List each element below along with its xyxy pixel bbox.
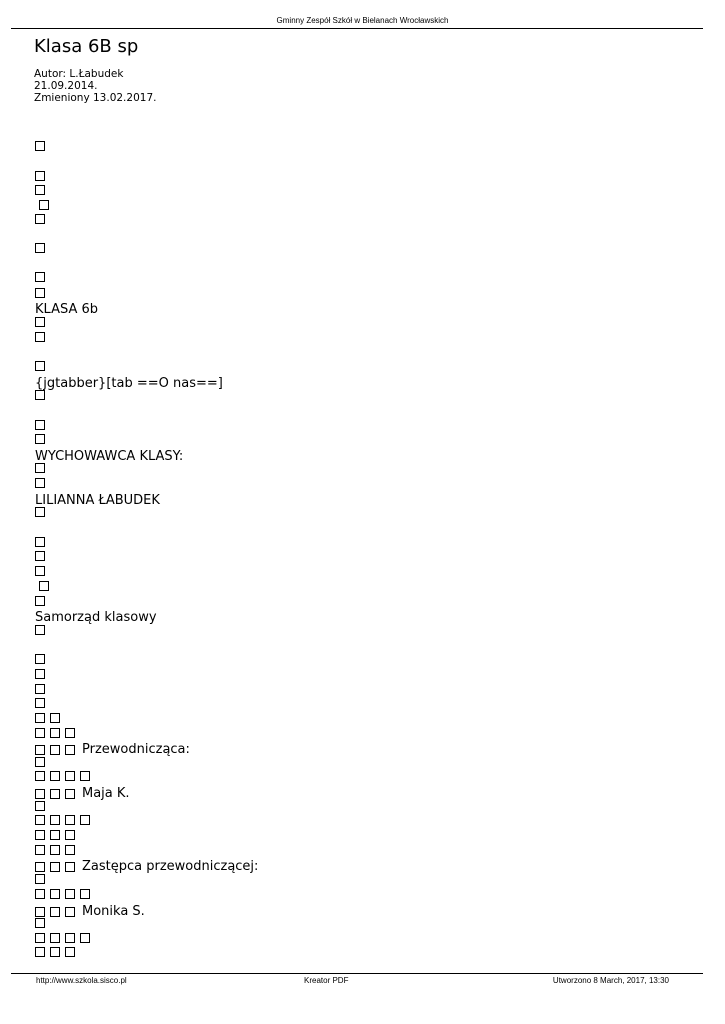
placeholder-line xyxy=(35,434,49,444)
missing-glyph-box-icon xyxy=(39,200,49,210)
missing-glyph-box-icon xyxy=(35,141,45,151)
missing-glyph-box-icon xyxy=(35,698,45,708)
header-rule xyxy=(11,28,703,29)
missing-glyph-box-icon xyxy=(35,684,45,694)
line-text: Maja K. xyxy=(82,786,130,801)
missing-glyph-box-icon xyxy=(35,625,45,635)
missing-glyph-box-icon xyxy=(50,789,60,799)
missing-glyph-box-icon xyxy=(35,243,45,253)
placeholder-line xyxy=(35,654,49,664)
placeholder-line xyxy=(35,171,49,181)
placeholder-line xyxy=(35,478,49,488)
missing-glyph-box-icon xyxy=(50,745,60,755)
missing-glyph-box-icon xyxy=(50,933,60,943)
missing-glyph-box-icon xyxy=(39,581,49,591)
missing-glyph-box-icon xyxy=(35,390,45,400)
missing-glyph-box-icon xyxy=(50,830,60,840)
missing-glyph-box-icon xyxy=(50,889,60,899)
text-line xyxy=(35,904,145,919)
missing-glyph-box-icon xyxy=(65,745,75,755)
missing-glyph-box-icon xyxy=(50,815,60,825)
line-text: Samorząd klasowy xyxy=(35,610,157,625)
author-line: Autor: L.Łabudek xyxy=(34,68,124,80)
modified-date: Zmieniony 13.02.2017. xyxy=(34,92,157,104)
placeholder-line xyxy=(35,288,49,298)
missing-glyph-box-icon xyxy=(35,214,45,224)
missing-glyph-box-icon xyxy=(35,830,45,840)
missing-glyph-box-icon xyxy=(50,947,60,957)
placeholder-line xyxy=(35,845,79,855)
missing-glyph-box-icon xyxy=(35,463,45,473)
missing-glyph-box-icon xyxy=(35,478,45,488)
missing-glyph-box-icon xyxy=(50,728,60,738)
placeholder-line xyxy=(35,669,49,679)
missing-glyph-box-icon xyxy=(65,889,75,899)
missing-glyph-box-icon xyxy=(65,771,75,781)
missing-glyph-box-icon xyxy=(65,845,75,855)
missing-glyph-box-icon xyxy=(35,551,45,561)
placeholder-line xyxy=(35,801,49,811)
missing-glyph-box-icon xyxy=(35,288,45,298)
placeholder-line xyxy=(35,185,49,195)
placeholder-line xyxy=(35,420,49,430)
missing-glyph-box-icon xyxy=(80,889,90,899)
missing-glyph-box-icon xyxy=(35,361,45,371)
footer-generator: Kreator PDF xyxy=(304,976,349,985)
created-date: 21.09.2014. xyxy=(34,80,98,92)
missing-glyph-box-icon xyxy=(65,728,75,738)
missing-glyph-box-icon xyxy=(35,317,45,327)
missing-glyph-box-icon xyxy=(35,907,45,917)
text-line xyxy=(35,786,130,801)
placeholder-line xyxy=(35,566,49,576)
placeholder-line xyxy=(35,757,49,767)
missing-glyph-box-icon xyxy=(65,947,75,957)
missing-glyph-box-icon xyxy=(65,862,75,872)
missing-glyph-box-icon xyxy=(50,771,60,781)
missing-glyph-box-icon xyxy=(65,789,75,799)
placeholder-line xyxy=(35,889,94,899)
missing-glyph-box-icon xyxy=(80,815,90,825)
line-text: Przewodnicząca: xyxy=(82,742,190,757)
placeholder-line xyxy=(35,728,79,738)
placeholder-line xyxy=(35,551,49,561)
missing-glyph-box-icon xyxy=(50,713,60,723)
missing-glyph-box-icon xyxy=(65,933,75,943)
placeholder-line xyxy=(35,815,94,825)
text-line xyxy=(35,859,258,874)
missing-glyph-box-icon xyxy=(65,815,75,825)
missing-glyph-box-icon xyxy=(35,947,45,957)
text-line xyxy=(35,610,157,625)
missing-glyph-box-icon xyxy=(35,566,45,576)
placeholder-line xyxy=(35,141,49,151)
missing-glyph-box-icon xyxy=(50,862,60,872)
placeholder-line xyxy=(35,596,49,606)
missing-glyph-box-icon xyxy=(35,771,45,781)
line-text: KLASA 6b xyxy=(35,302,99,317)
missing-glyph-box-icon xyxy=(35,434,45,444)
missing-glyph-box-icon xyxy=(35,420,45,430)
text-line xyxy=(35,449,183,464)
placeholder-line xyxy=(35,243,49,253)
missing-glyph-box-icon xyxy=(35,933,45,943)
missing-glyph-box-icon xyxy=(35,745,45,755)
missing-glyph-box-icon xyxy=(35,654,45,664)
missing-glyph-box-icon xyxy=(35,874,45,884)
text-line xyxy=(35,376,223,391)
line-text: Monika S. xyxy=(82,904,145,919)
footer-rule xyxy=(11,973,703,974)
placeholder-line xyxy=(35,361,49,371)
missing-glyph-box-icon xyxy=(50,845,60,855)
placeholder-line xyxy=(35,463,49,473)
placeholder-line xyxy=(35,625,49,635)
footer-created: Utworzono 8 March, 2017, 13:30 xyxy=(552,976,669,985)
missing-glyph-box-icon xyxy=(35,815,45,825)
placeholder-line xyxy=(35,214,49,224)
missing-glyph-box-icon xyxy=(35,669,45,679)
missing-glyph-box-icon xyxy=(35,537,45,547)
placeholder-line xyxy=(35,272,49,282)
line-text: Zastępca przewodniczącej: xyxy=(82,859,259,874)
placeholder-line xyxy=(35,947,79,957)
placeholder-line xyxy=(35,713,64,723)
placeholder-line xyxy=(35,933,94,943)
missing-glyph-box-icon xyxy=(35,171,45,181)
placeholder-line xyxy=(35,684,49,694)
line-text: {jgtabber}[tab ==O nas==] xyxy=(35,376,223,391)
placeholder-line xyxy=(35,771,94,781)
missing-glyph-box-icon xyxy=(65,830,75,840)
placeholder-line xyxy=(35,317,49,327)
missing-glyph-box-icon xyxy=(35,507,45,517)
page-title: Klasa 6B sp xyxy=(34,36,139,57)
missing-glyph-box-icon xyxy=(35,332,45,342)
footer-url: http://www.szkola.sisco.pl xyxy=(36,976,127,985)
missing-glyph-box-icon xyxy=(65,907,75,917)
placeholder-line xyxy=(35,830,79,840)
text-line xyxy=(35,742,190,757)
missing-glyph-box-icon xyxy=(35,185,45,195)
placeholder-line xyxy=(35,332,49,342)
missing-glyph-box-icon xyxy=(35,918,45,928)
missing-glyph-box-icon xyxy=(35,862,45,872)
placeholder-line xyxy=(35,698,49,708)
missing-glyph-box-icon xyxy=(35,757,45,767)
missing-glyph-box-icon xyxy=(80,933,90,943)
missing-glyph-box-icon xyxy=(35,713,45,723)
line-text: WYCHOWAWCA KLASY: xyxy=(35,449,184,464)
text-line xyxy=(35,493,160,508)
placeholder-line xyxy=(35,537,49,547)
missing-glyph-box-icon xyxy=(35,889,45,899)
placeholder-line xyxy=(35,918,49,928)
missing-glyph-box-icon xyxy=(35,596,45,606)
missing-glyph-box-icon xyxy=(35,845,45,855)
placeholder-line xyxy=(35,390,49,400)
placeholder-line xyxy=(35,507,49,517)
page-header: Gminny Zespół Szkół w Bielanach Wrocławskich xyxy=(276,16,449,25)
missing-glyph-box-icon xyxy=(80,771,90,781)
placeholder-line xyxy=(35,874,49,884)
missing-glyph-box-icon xyxy=(35,728,45,738)
placeholder-line xyxy=(39,200,53,210)
missing-glyph-box-icon xyxy=(35,789,45,799)
missing-glyph-box-icon xyxy=(35,801,45,811)
missing-glyph-box-icon xyxy=(35,272,45,282)
line-text: LILIANNA ŁABUDEK xyxy=(35,493,160,508)
missing-glyph-box-icon xyxy=(50,907,60,917)
text-line xyxy=(35,302,98,317)
placeholder-line xyxy=(39,581,53,591)
